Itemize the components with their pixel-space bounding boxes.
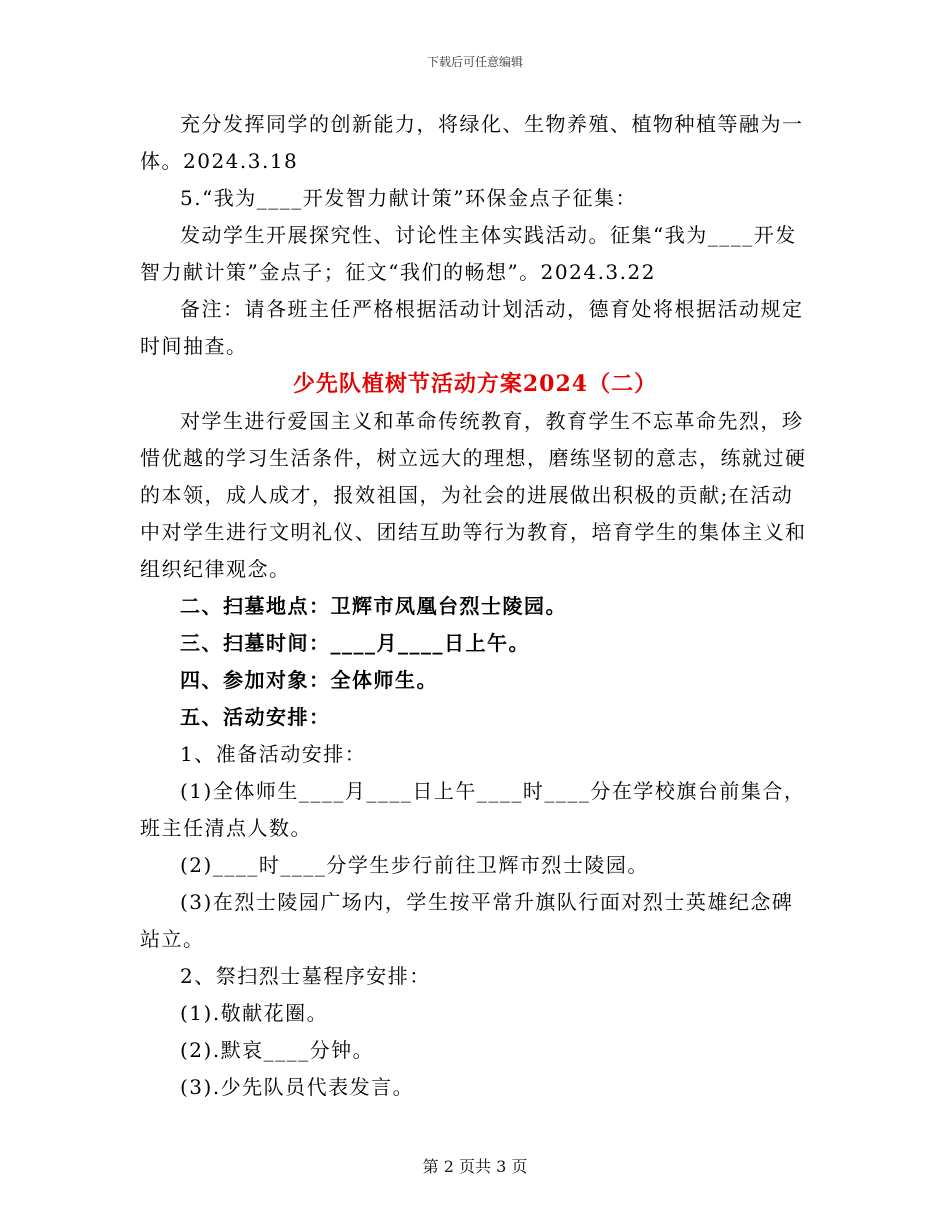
- page-header: 下载后可任意编辑: [426, 55, 523, 69]
- paragraph: (1).敬献花圈。: [180, 1001, 329, 1025]
- page-footer: 第 2 页共 3 页: [422, 1157, 528, 1176]
- heading-location: 二、扫墓地点：卫辉市凤凰台烈士陵园。: [180, 594, 567, 618]
- heading-arrangement: 五、活动安排：: [180, 705, 331, 729]
- paragraph: 2、祭扫烈士墓程序安排：: [180, 964, 431, 988]
- paragraph: (1)全体师生____月____日上午____时____分在学校旗台前集合，班主任清点人数。: [140, 779, 806, 840]
- paragraph: (3)在烈士陵园广场内，学生按平常升旗队行面对烈士英雄纪念碑站立。: [140, 890, 794, 951]
- section-before-title: [140, 106, 810, 365]
- paragraph: 充分发挥同学的创新能力，将绿化、生物养殖、植物种植等融为一体。2024.3.18: [140, 112, 804, 173]
- document-body: [140, 106, 810, 1106]
- paragraph: 5.“我为____开发智力献计策”环保金点子征集：: [180, 186, 638, 210]
- paragraph: (2).默哀____分钟。: [180, 1038, 375, 1062]
- section-after-title: [140, 403, 810, 1106]
- paragraph: 对学生进行爱国主义和革命传统教育，教育学生不忘革命先烈，珍惜优越的学习生活条件，树立远大的理想，磨练坚韧的意志，练就过硬的本领，成人成才，报效祖国，为社会的进展做出积极的贡献;在活动中对学生进行文明礼仪、团结互助等行为教育，培育学生的集体主义和组织纪律观念。: [140, 409, 807, 581]
- paragraph: 发动学生开展探究性、讨论性主体实践活动。征集“我为____开发智力献计策”金点子；征文“我们的畅想”。2024.3.22: [140, 223, 797, 284]
- section-title: 少先队植树节活动方案2024（二）: [292, 371, 658, 397]
- heading-participants: 四、参加对象：全体师生。: [180, 668, 438, 692]
- heading-time: 三、扫墓时间：____月____日上午。: [180, 631, 530, 655]
- paragraph: 1、准备活动安排：: [180, 742, 367, 766]
- paragraph: (2)____时____分学生步行前往卫辉市烈士陵园。: [180, 853, 649, 877]
- paragraph: 备注：请各班主任严格根据活动计划活动，德育处将根据活动规定时间抽查。: [140, 297, 804, 358]
- paragraph: (3).少先队员代表发言。: [180, 1075, 415, 1099]
